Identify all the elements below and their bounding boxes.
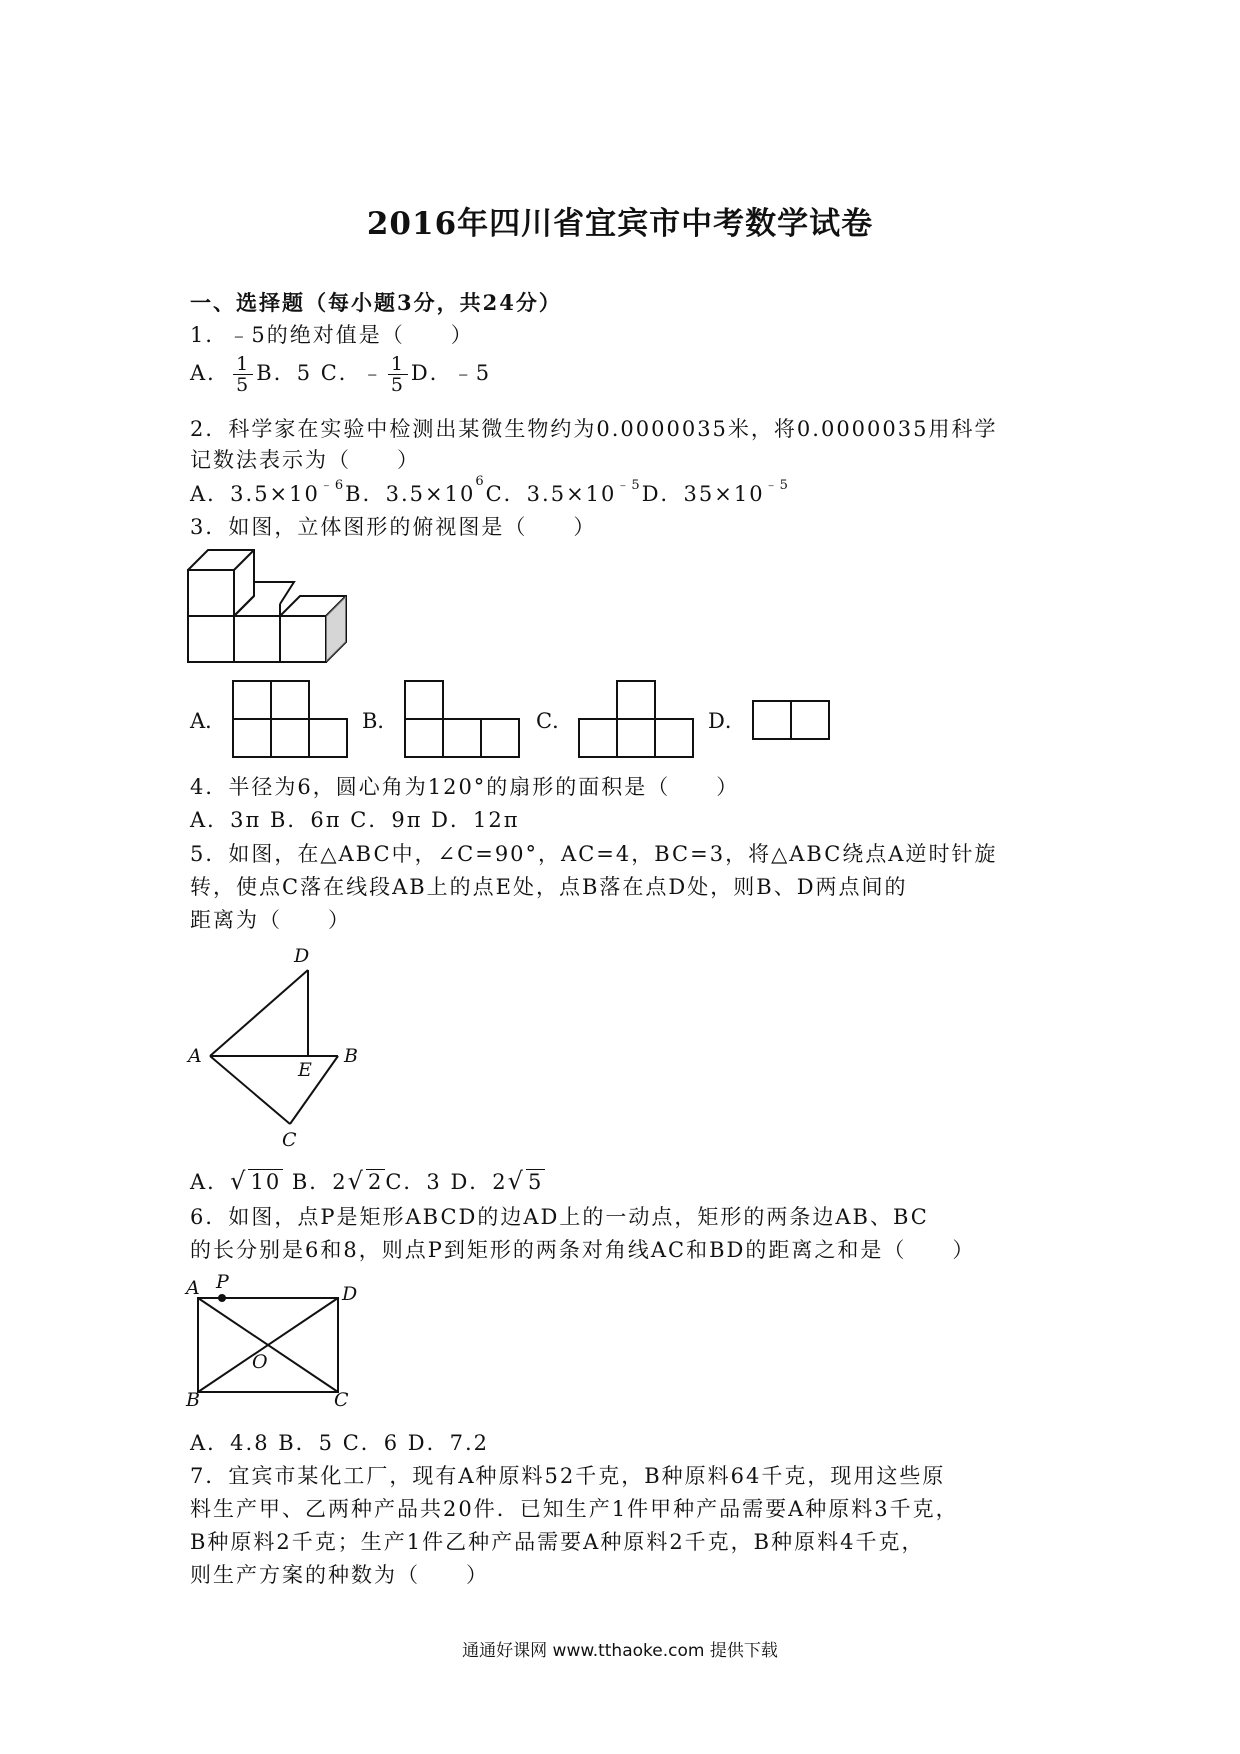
question-6-options: A．4.8 B．5 C．6 D．7.2 <box>190 1431 490 1455</box>
label-d: D <box>342 1283 358 1305</box>
question-5-stem-line3: 距离为（ ） <box>190 908 351 932</box>
option-bc-text: B．5 C．﹣ <box>256 361 385 385</box>
question-6-stem-line2: 的长分别是6和8，则点P到矩形的两条对角线AC和BD的距离之和是（ ） <box>190 1238 976 1262</box>
q6-rectangle-figure <box>186 1270 356 1410</box>
footer-credit: 通通好课网 www.tthaoke.com 提供下载 <box>462 1641 778 1661</box>
question-2-options: A．$3.5\times 10^{﹣6}B$．$3.5\times 10^6C$．$3.5\times 10^{﹣5}D$．$35\times 10^{﹣5}$ <box>190 474 790 506</box>
label-p: P <box>216 1271 229 1293</box>
question-3-stem: 3．如图，立体图形的俯视图是（ ） <box>190 515 597 539</box>
label-c: C <box>282 1129 297 1151</box>
question-6-stem-line1: 6．如图，点P是矩形ABCD的边AD上的一动点，矩形的两条边AB、BC <box>190 1205 929 1229</box>
fraction-negative: $\frac{1}{5}$ <box>388 354 408 395</box>
page-title: 2016年四川省宜宾市中考数学试卷 <box>366 206 874 242</box>
question-5-stem-line1: 5．如图，在△ABC中，∠C=90°，AC=4，BC=3，将△ABC绕点A逆时针旋 <box>190 842 998 866</box>
q3-option-c-label: C． <box>536 709 574 733</box>
question-4-options: A．3π B．6π C．9π D．12π <box>190 808 520 832</box>
question-7-stem-line2: 料生产甲、乙两种产品共20件．已知生产1件甲种产品需要A种原料3千克， <box>190 1497 959 1521</box>
question-5-stem-line2: 转，使点C落在线段AB上的点E处，点B落在点D处，则B、D两点间的 <box>190 875 908 899</box>
question-2-stem-line2: 记数法表示为（ ） <box>190 448 420 472</box>
fraction: $\frac{1}{5}$ <box>233 354 253 395</box>
solid-figure <box>186 548 346 666</box>
question-1-options <box>190 354 491 395</box>
label-b: B <box>186 1389 200 1411</box>
q3-option-c-figure <box>578 680 694 758</box>
q3-option-a-figure <box>232 680 348 758</box>
q3-option-d-label: D． <box>708 709 746 733</box>
option-a-label: A． <box>190 361 231 385</box>
question-7-stem-line3: B种原料2千克；生产1件乙种产品需要A种原料2千克，B种原料4千克， <box>190 1530 925 1554</box>
q3-option-d-figure <box>752 700 830 740</box>
label-o: O <box>252 1351 268 1373</box>
label-c: C <box>334 1389 349 1411</box>
q3-option-b-figure <box>404 680 520 758</box>
question-1-stem: 1．﹣5的绝对值是（ ） <box>190 323 474 347</box>
label-d: D <box>294 945 310 967</box>
label-e: E <box>298 1059 312 1081</box>
question-4-stem: 4．半径为6，圆心角为120°的扇形的面积是（ ） <box>190 775 740 799</box>
section-heading: 一、选择题（每小题3分，共24分） <box>190 290 562 315</box>
q3-option-b-label: B． <box>362 709 399 733</box>
question-2-stem-line1: 2．科学家在实验中检测出某微生物约为0.0000035米，将0.0000035用科学 <box>190 417 998 441</box>
q3-option-a-label: A． <box>190 709 227 733</box>
label-b: B <box>344 1045 358 1067</box>
question-7-stem-line4: 则生产方案的种数为（ ） <box>190 1563 489 1587</box>
question-7-stem-line1: 7．宜宾市某化工厂，现有A种原料52千克，B种原料64千克，现用这些原 <box>190 1464 946 1488</box>
label-a: A <box>186 1277 200 1299</box>
label-a: A <box>188 1045 202 1067</box>
question-5-options: A．√ 10 B．2√ 2C．3 D．2√ 5 <box>190 1167 544 1195</box>
option-d-text: D．﹣5 <box>410 361 492 385</box>
q5-triangle-figure <box>186 944 366 1149</box>
